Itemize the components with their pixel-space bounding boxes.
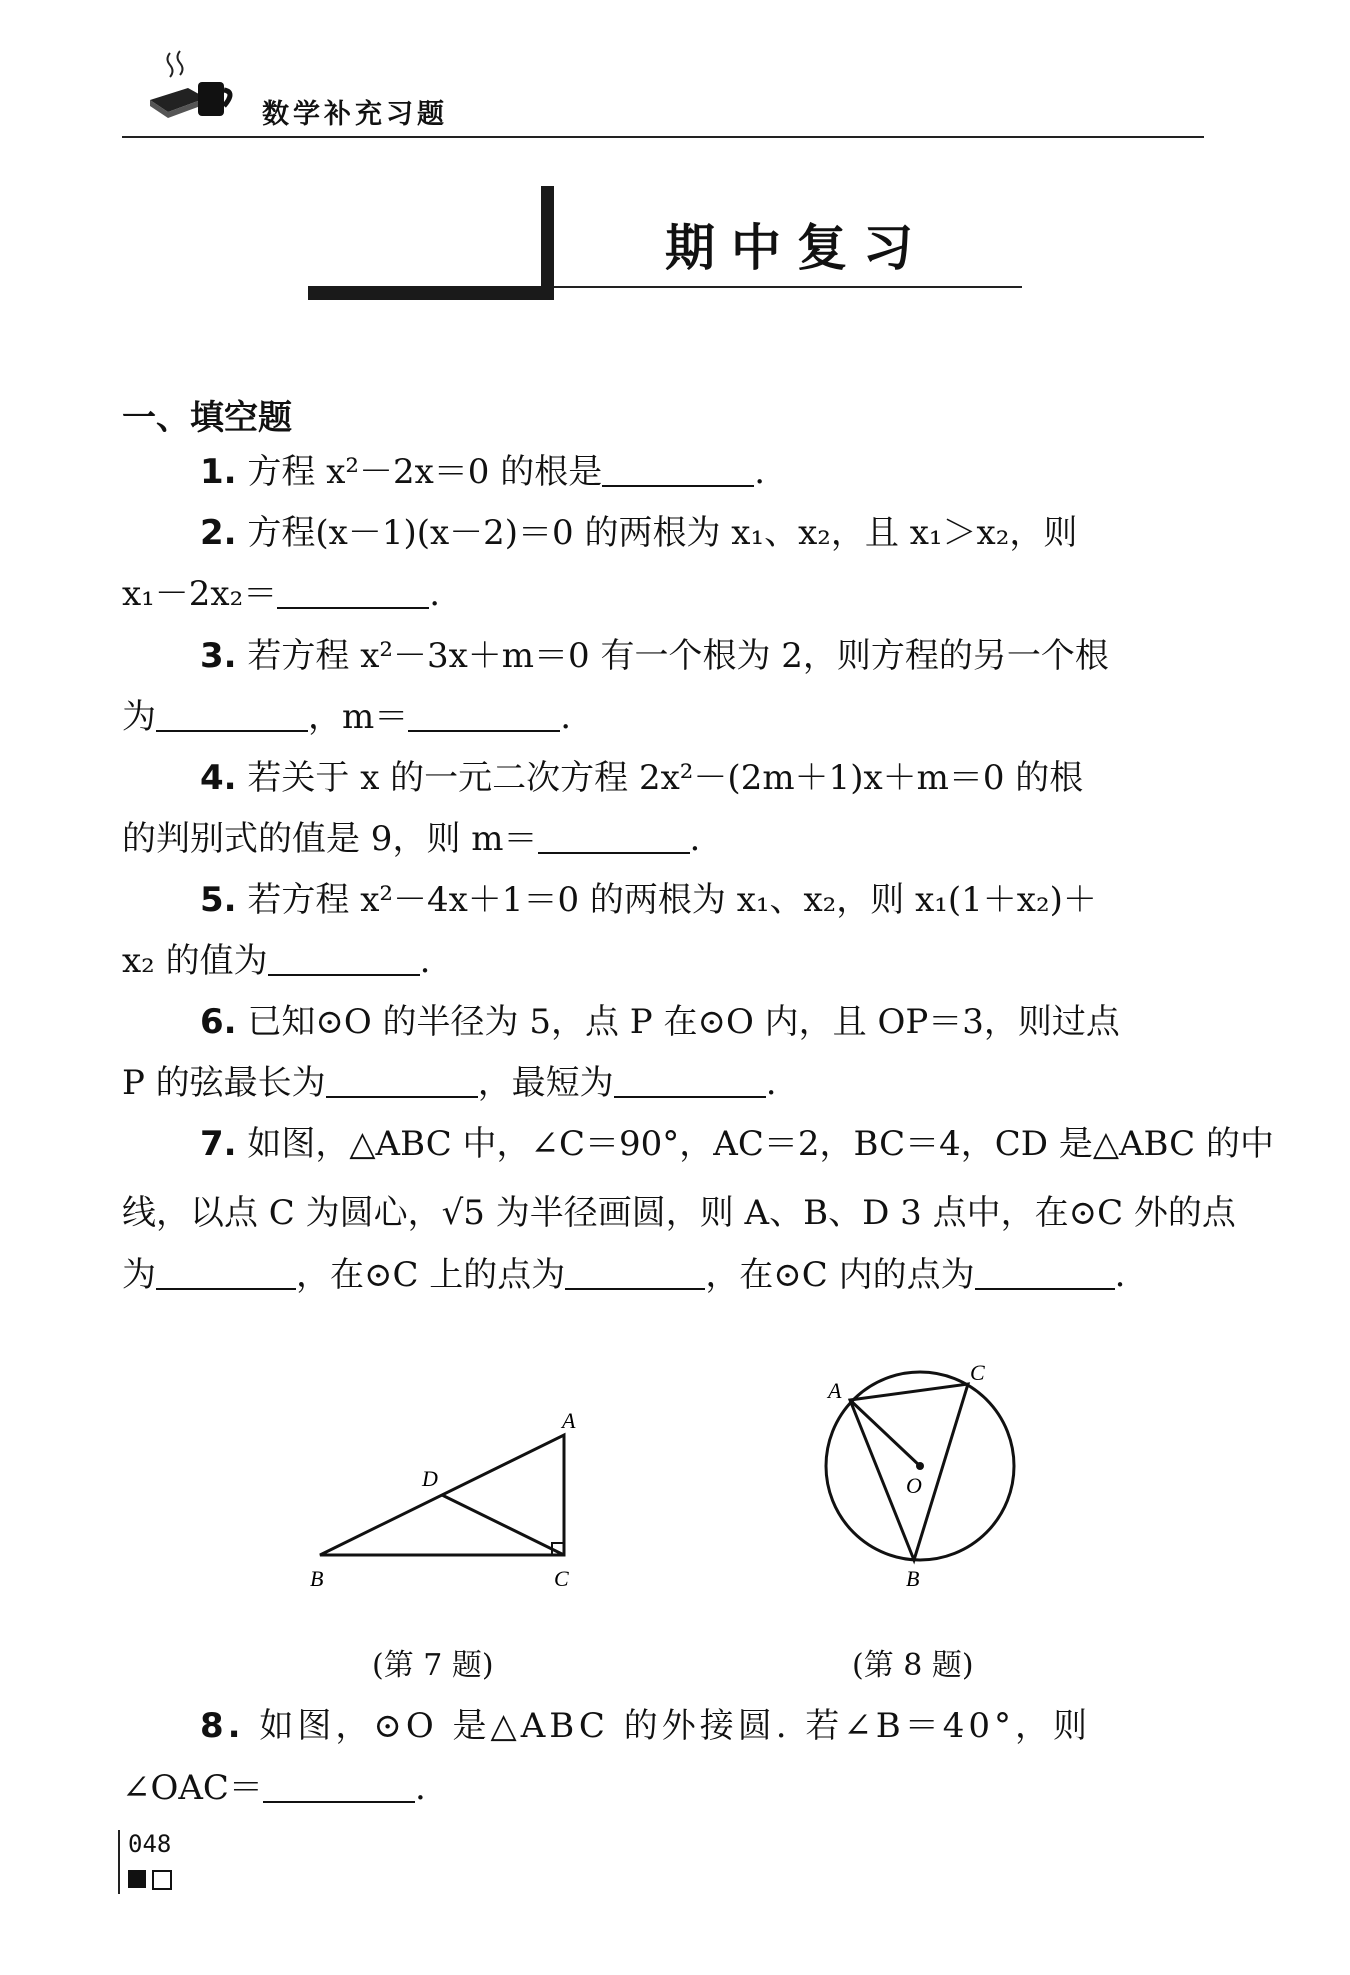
answer-blank[interactable]: [156, 1258, 296, 1290]
problem-number: 2.: [200, 513, 237, 553]
empty-square-icon: [152, 1870, 172, 1890]
problem-text: x₁－2x₂＝: [122, 574, 278, 614]
filled-square-icon: [128, 1870, 146, 1888]
problem-text: ，m＝: [308, 697, 409, 737]
book-cup-logo-icon: [148, 48, 238, 128]
section-heading: 一、填空题: [122, 398, 292, 438]
problem-text: 若方程 x²－3x＋m＝0 有一个根为 2，则方程的另一个根: [247, 636, 1109, 676]
answer-blank[interactable]: [156, 700, 308, 732]
problem-2-line-2: [122, 574, 440, 615]
problem-number: 3.: [200, 636, 237, 676]
chapter-horizontal-bar: [308, 286, 554, 300]
problem-text: 为: [122, 697, 156, 737]
label-c: C: [970, 1360, 985, 1385]
problem-3-line-1: [200, 636, 1109, 677]
answer-blank[interactable]: [614, 1066, 766, 1098]
period: .: [419, 941, 431, 981]
median-cd: [442, 1495, 564, 1555]
problem-6-line-1: [200, 1002, 1120, 1043]
problem-8-line-1: [200, 1706, 1091, 1747]
problem-3-line-2: [122, 697, 571, 738]
problem-text: ∠OAC＝: [122, 1768, 263, 1808]
period: .: [1114, 1255, 1126, 1295]
figure-8-caption: (第 8 题): [852, 1648, 974, 1683]
problem-6-line-2: [122, 1063, 777, 1104]
problem-number: 4.: [200, 758, 237, 798]
answer-blank[interactable]: [408, 700, 560, 732]
footer-rule: [118, 1830, 120, 1894]
problem-text: 为: [122, 1255, 156, 1295]
period: .: [560, 697, 572, 737]
period: .: [765, 1063, 777, 1103]
period: .: [754, 452, 766, 492]
problem-7-line-2: [122, 1193, 1236, 1234]
problem-text: ，在⊙C 上的点为: [296, 1255, 566, 1295]
problem-text: ，在⊙C 内的点为: [705, 1255, 975, 1295]
problem-text: 方程 x²－2x＝0 的根是: [247, 452, 603, 492]
label-a: A: [562, 1408, 576, 1433]
label-d: D: [422, 1466, 438, 1491]
problem-number: 8.: [200, 1706, 245, 1746]
problem-8-line-2: [122, 1768, 426, 1809]
problem-5-line-2: [122, 941, 430, 982]
header-rule: [122, 136, 1204, 138]
figure-8-circle: [810, 1358, 1030, 1598]
problem-1: [200, 452, 765, 493]
problem-text: 若关于 x 的一元二次方程 2x²－(2m＋1)x＋m＝0 的根: [247, 758, 1084, 798]
center-point: [916, 1462, 924, 1470]
problem-text: 的判别式的值是 9，则 m＝: [122, 819, 538, 859]
answer-blank[interactable]: [565, 1258, 705, 1290]
problem-text: x₂ 的值为: [122, 941, 268, 981]
problem-text: 如图，⊙O 是△ABC 的外接圆. 若∠B＝40°，则: [259, 1706, 1092, 1746]
answer-blank[interactable]: [263, 1771, 415, 1803]
problem-2-line-1: [200, 513, 1077, 554]
problem-number: 6.: [200, 1002, 237, 1042]
label-b: B: [310, 1566, 324, 1591]
answer-blank[interactable]: [277, 577, 429, 609]
chapter-title: 期中复习: [665, 219, 929, 277]
answer-blank[interactable]: [975, 1258, 1115, 1290]
label-o: O: [906, 1473, 922, 1498]
problem-text: P 的弦最长为: [122, 1063, 326, 1103]
page-number: 048: [128, 1830, 172, 1858]
problem-4-line-1: [200, 758, 1083, 799]
problem-text: 方程(x－1)(x－2)＝0 的两根为 x₁、x₂，且 x₁＞x₂，则: [247, 513, 1078, 553]
period: .: [689, 819, 701, 859]
problem-number: 1.: [200, 452, 237, 492]
radius-oa: [850, 1400, 920, 1466]
problem-7-line-1: [200, 1124, 1274, 1165]
problem-number: 7.: [200, 1124, 237, 1164]
answer-blank[interactable]: [538, 822, 690, 854]
problem-text: 已知⊙O 的半径为 5，点 P 在⊙O 内，且 OP＝3，则过点: [247, 1002, 1120, 1042]
header-title: 数学补充习题: [262, 99, 448, 130]
problem-text: ，最短为: [477, 1063, 614, 1103]
figure-7-caption: (第 7 题): [372, 1648, 494, 1683]
problem-number: 5.: [200, 880, 237, 920]
period: .: [429, 574, 441, 614]
figure-7-triangle: [300, 1400, 590, 1600]
problem-4-line-2: [122, 819, 700, 860]
period: .: [414, 1768, 426, 1808]
problem-text: 如图，△ABC 中，∠C＝90°，AC＝2，BC＝4，CD 是△ABC 的中: [247, 1124, 1274, 1164]
label-b: B: [906, 1566, 920, 1591]
label-c: C: [554, 1566, 569, 1591]
problem-5-line-1: [200, 880, 1097, 921]
problem-text: 若方程 x²－4x＋1＝0 的两根为 x₁、x₂，则 x₁(1＋x₂)＋: [247, 880, 1097, 920]
answer-blank[interactable]: [268, 944, 420, 976]
problem-text: 线，以点 C 为圆心，√5 为半径画圆，则 A、B、D 3 点中，在⊙C 外的点: [122, 1193, 1236, 1233]
answer-blank[interactable]: [602, 455, 754, 487]
answer-blank[interactable]: [326, 1066, 478, 1098]
problem-7-line-3: [122, 1255, 1125, 1296]
triangle-abc: [850, 1384, 968, 1560]
chapter-underline: [554, 286, 1022, 288]
chapter-vertical-bar: [541, 186, 554, 298]
label-a: A: [828, 1378, 842, 1403]
